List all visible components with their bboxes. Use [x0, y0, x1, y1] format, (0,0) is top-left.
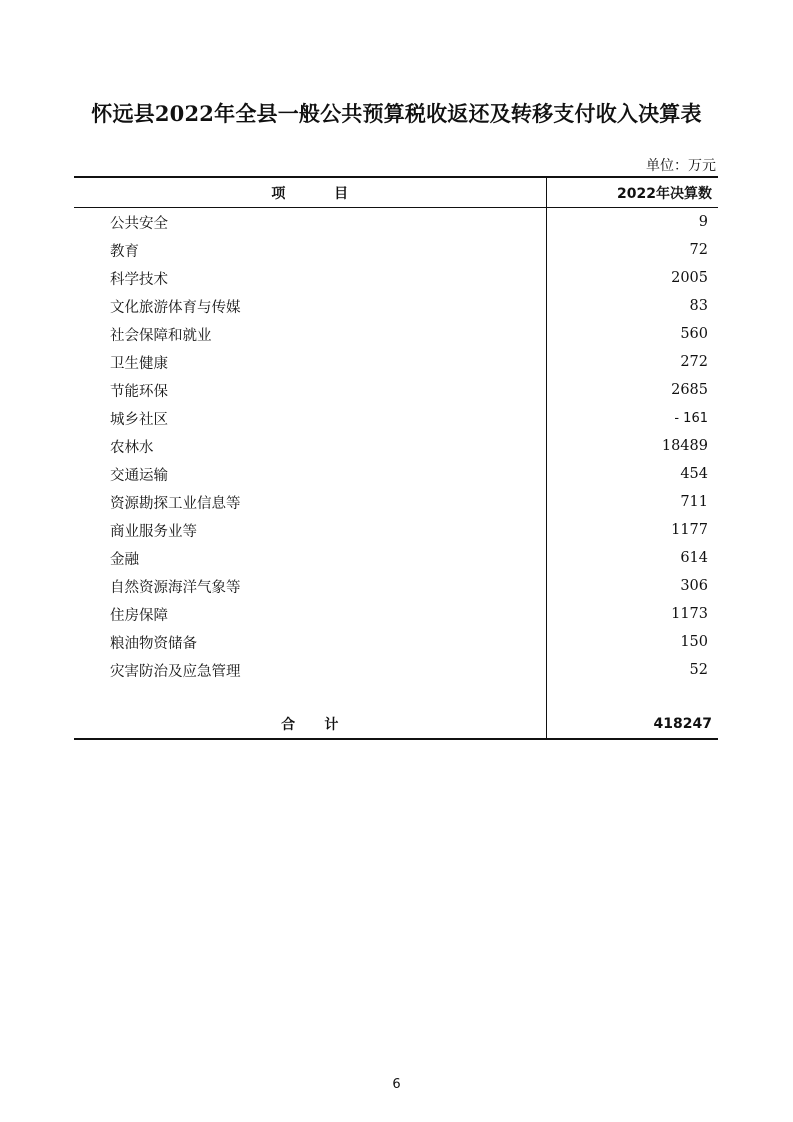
row-item-value: 52	[689, 662, 708, 678]
row-item-value: 83	[689, 298, 708, 314]
row-item-name: 节能环保	[74, 376, 546, 404]
row-item-name: 卫生健康	[74, 348, 546, 376]
table-row	[74, 656, 718, 684]
row-item-name: 农林水	[74, 432, 546, 460]
table-row	[74, 600, 718, 628]
row-item-name: 自然资源海洋气象等	[74, 572, 546, 600]
table-row	[74, 544, 718, 572]
table-row	[74, 236, 718, 264]
row-item-name: 城乡社区	[74, 404, 546, 432]
table-row-spacer	[74, 684, 718, 710]
table-row	[74, 460, 718, 488]
table-row	[74, 292, 718, 320]
row-item-value: 18489	[661, 438, 708, 454]
row-item-name: 文化旅游体育与传媒	[74, 292, 546, 320]
total-label: 合 计	[74, 710, 546, 739]
table-row	[74, 376, 718, 404]
row-item-name: 粮油物资储备	[74, 628, 546, 656]
row-item-name: 灾害防治及应急管理	[74, 656, 546, 684]
row-item-value: - 161	[674, 410, 708, 426]
table-row	[74, 432, 718, 460]
column-header-item: 项 目	[74, 177, 546, 208]
spacer-cell	[546, 684, 718, 710]
table-row	[74, 404, 718, 432]
budget-table	[74, 176, 718, 740]
unit-label: 单位：万元	[646, 158, 716, 174]
row-item-value: 72	[689, 242, 708, 258]
row-item-name: 金融	[74, 544, 546, 572]
table-row	[74, 208, 718, 237]
table-row	[74, 348, 718, 376]
row-item-value: 2685	[671, 382, 708, 398]
row-item-name: 社会保障和就业	[74, 320, 546, 348]
page-title: 怀远县2022年全县一般公共预算税收返还及转移支付收入决算表	[91, 101, 702, 126]
row-item-value: 150	[680, 634, 708, 650]
row-item-value: 711	[680, 494, 708, 510]
row-item-value: 272	[680, 354, 708, 370]
row-item-name: 公共安全	[74, 208, 546, 237]
table-row	[74, 320, 718, 348]
table-row	[74, 516, 718, 544]
row-item-name: 住房保障	[74, 600, 546, 628]
table-row	[74, 628, 718, 656]
table-row	[74, 572, 718, 600]
row-item-value: 1177	[671, 522, 708, 538]
page-number: 6	[392, 1077, 401, 1092]
row-item-value: 614	[680, 550, 708, 566]
row-item-name: 资源勘探工业信息等	[74, 488, 546, 516]
total-value: 418247	[546, 710, 718, 739]
row-item-value: 454	[680, 466, 708, 482]
row-item-name: 交通运输	[74, 460, 546, 488]
table-header-row	[74, 177, 718, 208]
table-row	[74, 264, 718, 292]
row-item-name: 商业服务业等	[74, 516, 546, 544]
row-item-name: 科学技术	[74, 264, 546, 292]
table-row	[74, 488, 718, 516]
column-header-value: 2022年决算数	[546, 177, 718, 208]
row-item-value: 560	[680, 326, 708, 342]
row-item-value: 9	[698, 214, 708, 230]
spacer-cell	[74, 684, 546, 710]
row-item-name: 教育	[74, 236, 546, 264]
row-item-value: 1173	[671, 606, 708, 622]
total-row	[74, 710, 718, 739]
row-item-value: 2005	[671, 270, 708, 286]
row-item-value: 306	[680, 578, 708, 594]
